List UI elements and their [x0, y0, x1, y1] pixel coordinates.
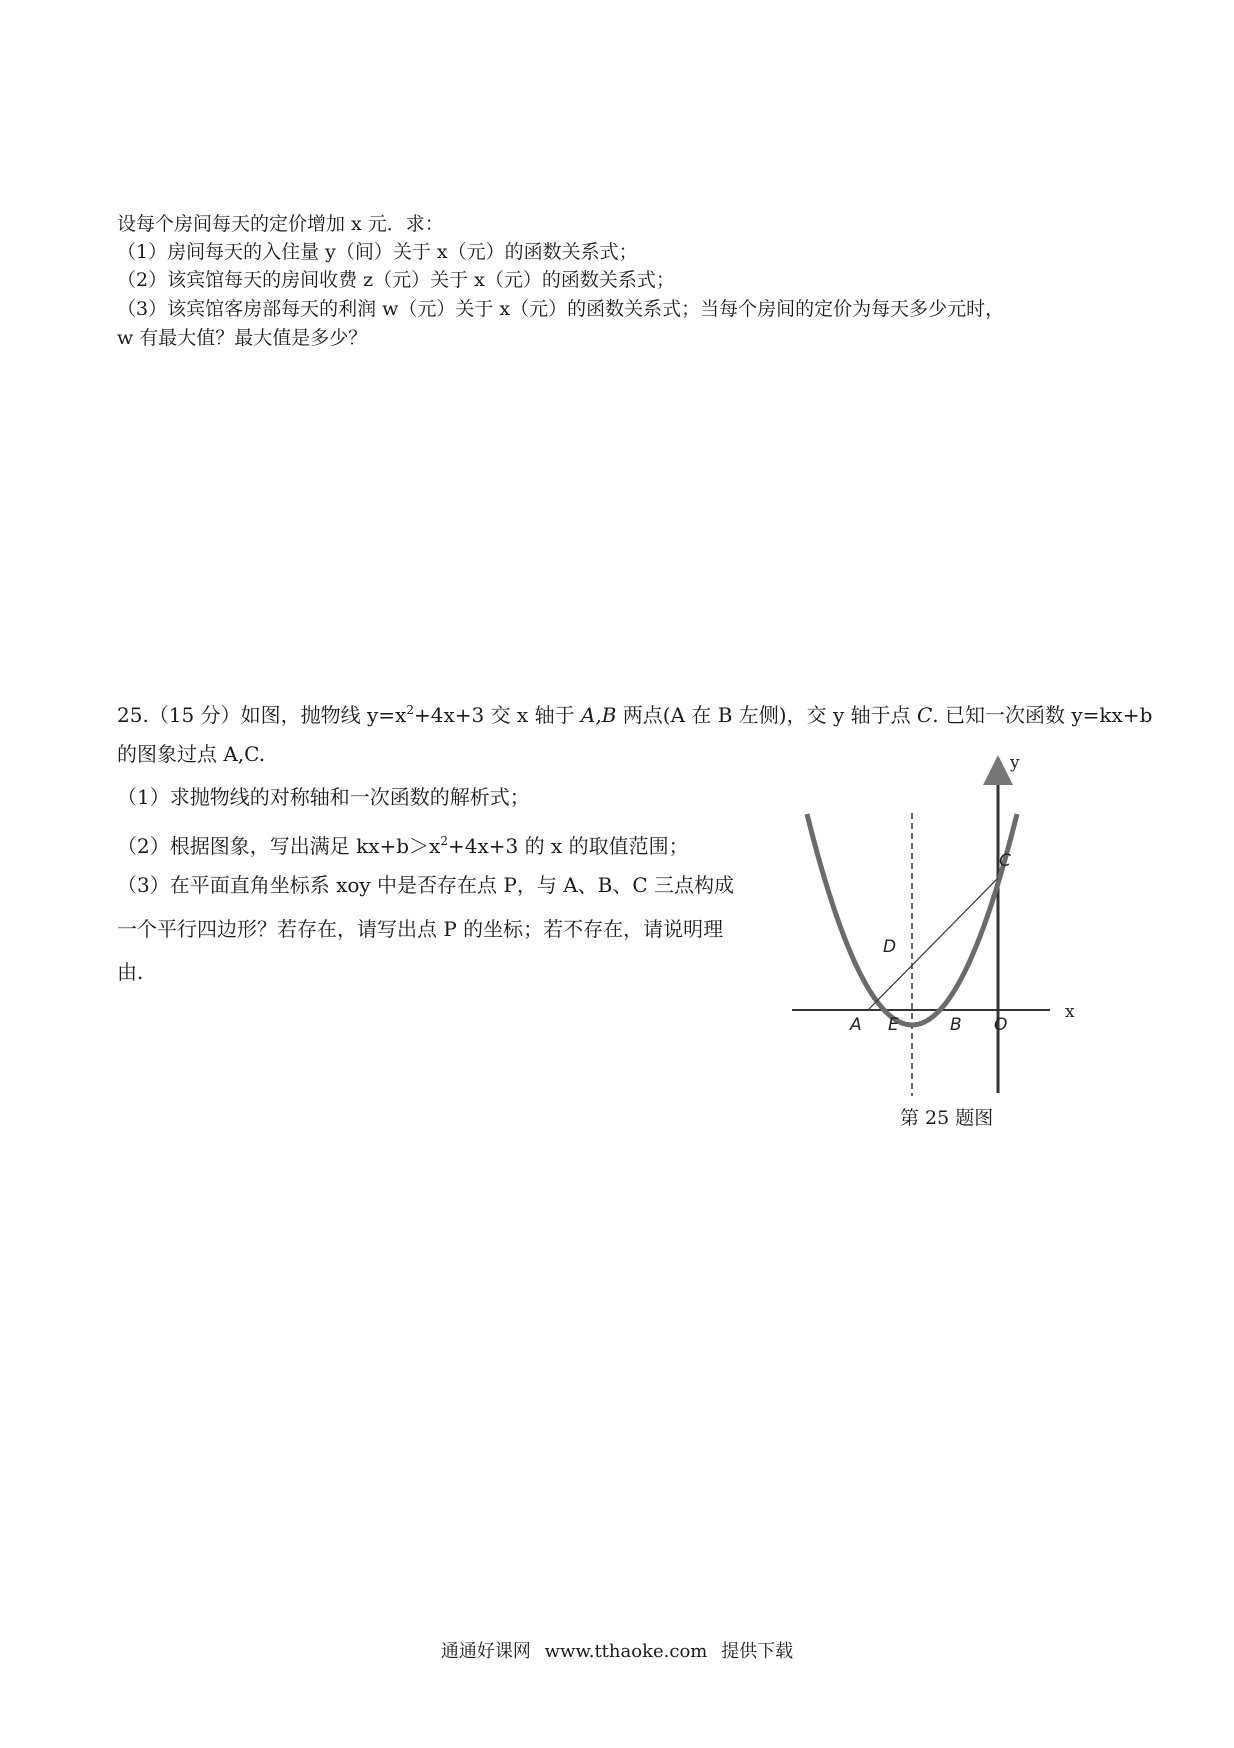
q25-exponent: 2: [406, 703, 414, 717]
q24-part3-line2: w 有最大值？最大值是多少？: [117, 327, 368, 349]
q25-points-ab: A,B: [580, 703, 617, 727]
label-o: O: [994, 1015, 1008, 1035]
x-axis-label: x: [1065, 1002, 1075, 1022]
label-b: B: [950, 1015, 962, 1035]
q25-part3-line3: 由.: [117, 960, 144, 984]
q24-part1: （1）房间每天的入住量 y（间）关于 x（元）的函数关系式；: [117, 241, 638, 263]
q25-text-b: +4x+3 交 x 轴于: [413, 703, 581, 727]
q25-line1: [117, 698, 1152, 727]
q25-text-a: 如图，抛物线 y=x: [240, 703, 407, 727]
q24-part2: （2）该宾馆每天的房间收费 z（元）关于 x（元）的函数关系式；: [117, 269, 675, 291]
q25-score: （15 分）: [148, 703, 241, 727]
q25-line2: 的图象过点 A,C.: [117, 742, 266, 766]
q25-part3-line1: （3）在平面直角坐标系 xoy 中是否存在点 P，与 A、B、C 三点构成: [117, 873, 735, 897]
y-axis-label: y: [1010, 753, 1020, 773]
q25-text-f: . 已知一次函数 y=kx+b: [932, 703, 1153, 727]
q25-text-d: 两点(A 在 B 左侧)，交 y 轴于点: [616, 703, 917, 727]
label-d: D: [883, 937, 897, 957]
q25-part2-exponent: 2: [440, 834, 448, 848]
parabola-figure: [780, 748, 1100, 1138]
q25-part2: [117, 829, 689, 858]
q25-part1: （1）求抛物线的对称轴和一次函数的解析式；: [117, 785, 530, 809]
footer-site-name: 通通好课网: [440, 1641, 531, 1662]
page-footer: [0, 1637, 1234, 1663]
figure-caption: 第 25 题图: [900, 1107, 994, 1129]
footer-suffix: 提供下载: [721, 1641, 794, 1662]
footer-url[interactable]: www.tthaoke.com: [544, 1641, 708, 1662]
label-a: A: [850, 1015, 862, 1035]
q24-part3-line1: （3）该宾馆客房部每天的利润 w（元）关于 x（元）的函数关系式；当每个房间的定价为每天多少元时，: [117, 298, 1005, 320]
label-c: C: [999, 851, 1011, 871]
q25-part3-line2: 一个平行四边形？若存在，请写出点 P 的坐标；若不存在，请说明理: [117, 917, 724, 941]
q25-number: 25.: [117, 703, 149, 727]
q25-part2-b: +4x+3 的 x 的取值范围；: [447, 834, 689, 858]
q25-part2-a: （2）根据图象，写出满足 kx+b＞x: [117, 834, 441, 858]
q24-intro: 设每个房间每天的定价增加 x 元．求：: [117, 213, 444, 235]
label-e: E: [888, 1015, 899, 1035]
q25-point-c: C: [916, 703, 933, 727]
